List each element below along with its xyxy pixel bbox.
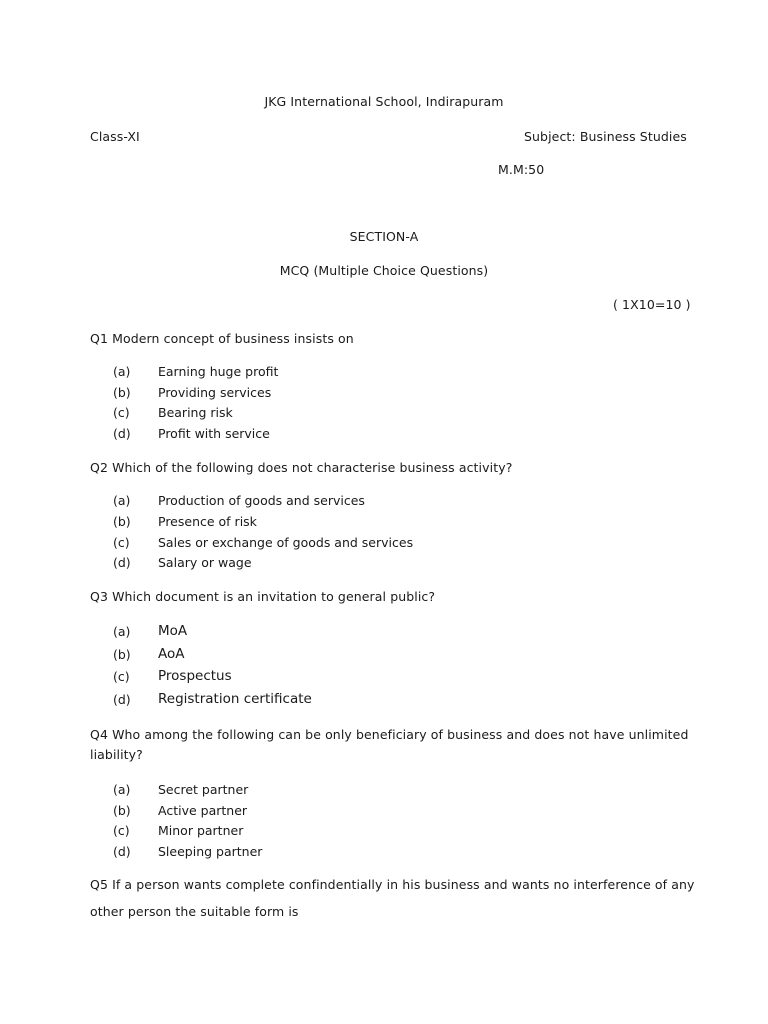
option-label: (c) xyxy=(113,535,130,550)
option-text: Sleeping partner xyxy=(158,844,263,859)
option-label: (b) xyxy=(113,647,131,662)
option-text: Registration certificate xyxy=(158,691,312,707)
option-label: (d) xyxy=(113,555,131,570)
option-label: (c) xyxy=(113,405,130,420)
option-text: Secret partner xyxy=(158,782,249,797)
option-label: (a) xyxy=(113,782,131,797)
option-label: (d) xyxy=(113,426,131,441)
option-label: (c) xyxy=(113,669,130,684)
question-4-line-1: Q4 Who among the following can be only beneficiary of business and does not have unlimited xyxy=(90,727,689,742)
option-label: (b) xyxy=(113,385,131,400)
school-name: JKG International School, Indirapuram xyxy=(264,94,504,109)
option-text: Bearing risk xyxy=(158,405,233,420)
question-1: Q1 Modern concept of business insists on xyxy=(90,331,354,346)
option-label: (b) xyxy=(113,803,131,818)
option-label: (a) xyxy=(113,364,131,379)
option-text: Minor partner xyxy=(158,823,244,838)
option-text: Prospectus xyxy=(158,668,232,684)
option-text: Profit with service xyxy=(158,426,270,441)
question-2: Q2 Which of the following does not characterise business activity? xyxy=(90,460,513,475)
question-3: Q3 Which document is an invitation to general public? xyxy=(90,589,436,604)
question-5-line-2: other person the suitable form is xyxy=(90,904,299,919)
option-label: (a) xyxy=(113,624,131,639)
section-subtitle: MCQ (Multiple Choice Questions) xyxy=(279,263,489,278)
section-title: SECTION-A xyxy=(349,229,419,244)
option-text: AoA xyxy=(158,646,185,662)
option-label: (d) xyxy=(113,844,131,859)
option-label: (a) xyxy=(113,493,131,508)
option-text: MoA xyxy=(158,623,188,639)
option-text: Earning huge profit xyxy=(158,364,279,379)
option-text: Presence of risk xyxy=(158,514,257,529)
subject-label: Subject: Business Studies xyxy=(524,129,687,144)
max-marks: M.M:50 xyxy=(498,162,545,177)
class-label: Class-XI xyxy=(90,129,140,144)
option-text: Production of goods and services xyxy=(158,493,365,508)
option-text: Sales or exchange of goods and services xyxy=(158,535,414,550)
option-label: (d) xyxy=(113,692,131,707)
option-label: (b) xyxy=(113,514,131,529)
section-marks: ( 1X10=10 ) xyxy=(613,297,691,312)
option-text: Providing services xyxy=(158,385,272,400)
question-5-line-1: Q5 If a person wants complete confindentially in his business and wants no interference of any xyxy=(90,877,695,892)
option-text: Active partner xyxy=(158,803,248,818)
question-4-line-2: liability? xyxy=(90,747,143,762)
option-label: (c) xyxy=(113,823,130,838)
option-text: Salary or wage xyxy=(158,555,252,570)
